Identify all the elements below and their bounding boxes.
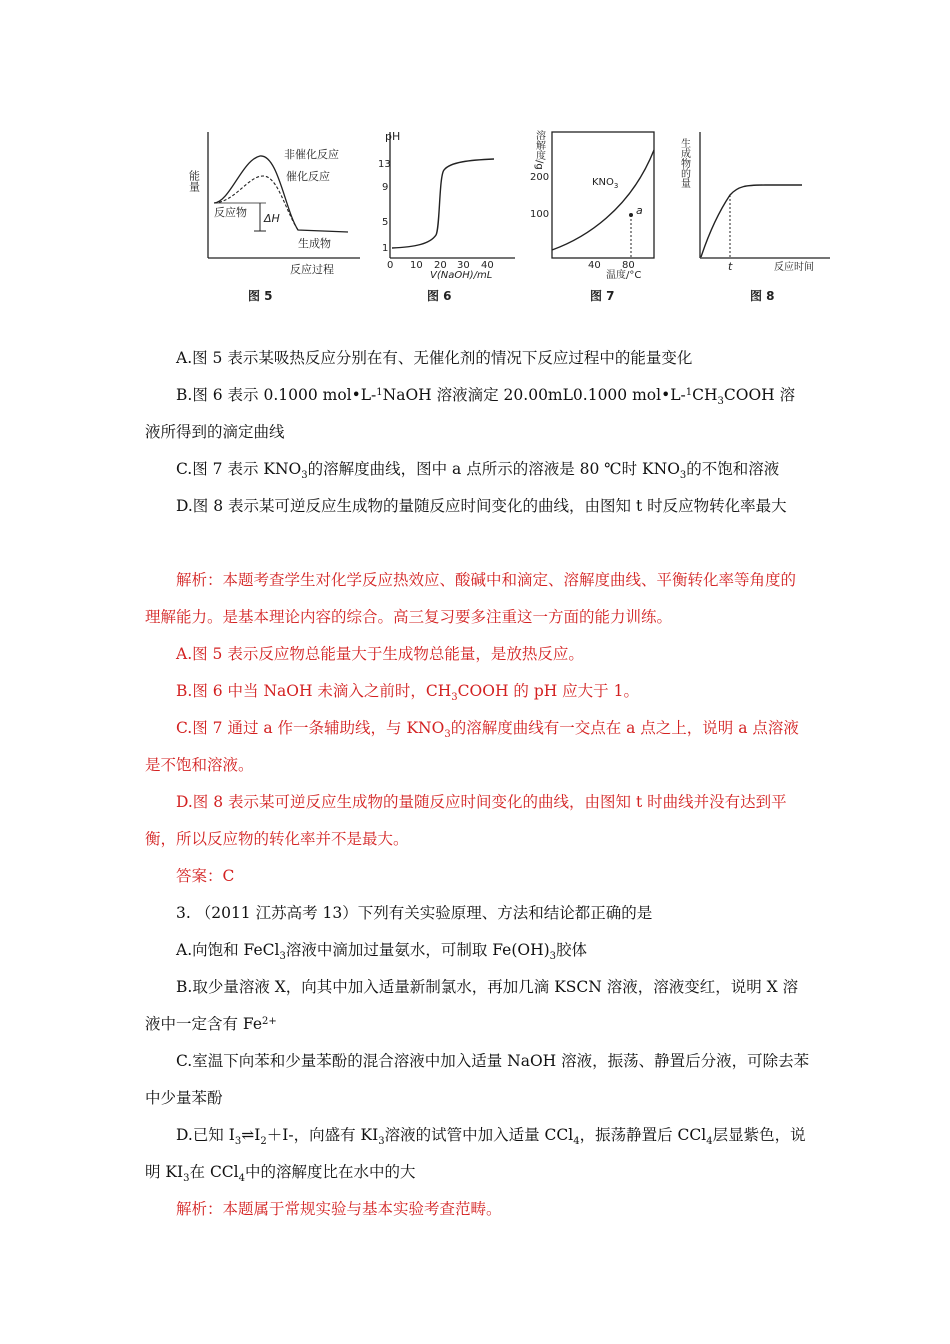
fig7-ytick-200: 200 [530,172,550,183]
fig7-frame [552,132,654,258]
fig7-caption: 图 7 [590,289,615,303]
fig7-xtick-40: 40 [588,260,601,271]
answer-d: D.图 8 表示某可逆反应生成物的量随反应时间变化的曲线，由图知 t 时曲线并没有达到平衡，所以反应物的转化率并不是最大。 [145,793,787,848]
fig6-ytick-5: 5 [382,217,389,228]
figure-5 [188,132,361,303]
fig7-solubility-curve [552,150,654,250]
fig6-xtick-20: 20 [434,260,447,271]
answer-line: 答案：C [176,867,235,885]
fig5-product-label: 生成物 [298,237,331,250]
answer-b: B.图 6 中当 NaOH 未滴入之前时，$CH_3COOH$ 的 pH 应大于 1。 [176,682,639,703]
fig6-caption: 图 6 [427,289,452,303]
fig7-curve-label: $KNO_3$ [592,177,619,190]
fig6-xtick-40: 40 [481,260,494,271]
fig8-product-curve [701,185,802,257]
analysis-2: 解析：本题属于常规实验与基本实验考查范畴。 [176,1200,502,1218]
answer-a: A.图 5 表示反应物总能量大于生成物总能量，是放热反应。 [176,645,584,663]
fig8-caption: 图 8 [750,289,775,303]
option-d: D.图 8 表示某可逆反应生成物的量随反应时间变化的曲线，由图知 t 时反应物转化率最大 [176,497,787,515]
option-a: A.图 5 表示某吸热反应分别在有、无催化剂的情况下反应过程中的能量变化 [176,349,693,367]
fig6-titration-curve [392,159,494,248]
q3-option-d: D.已知 $I_3\rightleftharpoons I_2+I-$，向盛有 $KI_3$溶液的试管中加入适量 CCl$_4$，振荡静置后 CCl$_4$层显紫色，说明 $KI_3$在 CCl$_4$中的溶解度比在水中的大 [145,1126,806,1184]
fig6-xlabel: V(NaOH)/mL [430,270,493,281]
fig6-ytick-1: 1 [382,243,389,254]
figure-7 [530,129,654,303]
fig5-uncatalyzed-label: 非催化反应 [284,148,339,161]
fig5-ylabel: 能量 [187,170,201,192]
fig7-xlabel: 温度/°C [606,270,642,281]
fig6-xtick-0: 0 [387,260,394,271]
option-c: C.图 7 表示 $KNO_3$的溶解度曲线，图中 a 点所示的溶液是 80 ℃时 $KNO_3$的不饱和溶液 [176,460,780,481]
option-b: B.图 6 表示 0.1000 mol•L-$^1$NaOH 溶液滴定 20.00mL0.1000 $mol•L-^1CH_3COOH$ 溶液所得到的滴定曲线 [145,386,796,441]
fig6-ytick-9: 9 [382,182,389,193]
analysis-1: 解析：本题考查学生对化学反应热效应、酸碱中和滴定、溶解度曲线、平衡转化率等角度的理解能力。是基本理论内容的综合。高三复习要多注重这一方面的能力训练。 [145,571,797,626]
fig7-ytick-100: 100 [530,209,550,220]
q3-option-c: C.室温下向苯和少量苯酚的混合溶液中加入适量 NaOH 溶液，振荡、静置后分液，可除去苯中少量苯酚 [145,1052,810,1107]
q3-option-a: A.向饱和 FeCl$_3$溶液中滴加过量氨水，可制取 $Fe(OH)_3$胶体 [176,941,588,962]
answer-c: C.图 7 通过 a 作一条辅助线，与 $KNO_3$的溶解度曲线有一交点在 a 点之上，说明 a 点溶液是不饱和溶液。 [145,719,799,774]
fig8-xlabel: 反应时间 [774,262,814,273]
fig8-ylabel: 生成物的量 [678,138,690,188]
figures-panel [187,110,840,310]
q3-option-b: B.取少量溶液 X，向其中加入适量新制氯水，再加几滴 KSCN 溶液，溶液变红，说明 X 溶液中一定含有 $Fe^{2+}$ [145,978,799,1033]
equilibrium-arrow: ⇌ [241,1126,255,1144]
fig8-t-label: t [728,260,733,273]
fig5-xlabel: 反应过程 [290,263,334,276]
fig5-caption: 图 5 [248,289,273,303]
fig5-catalyzed-label: 催化反应 [286,170,330,183]
fig5-reactant-label: 反应物 [214,206,247,219]
fig7-point-label: a [636,204,643,217]
fig7-xtick-80: 80 [622,260,635,271]
fig5-deltaH-label: ΔH [264,212,280,225]
fig6-xtick-30: 30 [457,260,470,271]
fig7-ylabel: 溶解度/g [533,130,545,170]
fig6-ylabel: pH [385,130,401,143]
figure-8 [679,132,831,303]
figure-6 [378,130,515,303]
question-3: 3. （2011 江苏高考 13）下列有关实验原理、方法和结论都正确的是 [176,904,653,922]
fig6-ytick-13: 13 [378,159,391,170]
fig6-xtick-10: 10 [410,260,423,271]
